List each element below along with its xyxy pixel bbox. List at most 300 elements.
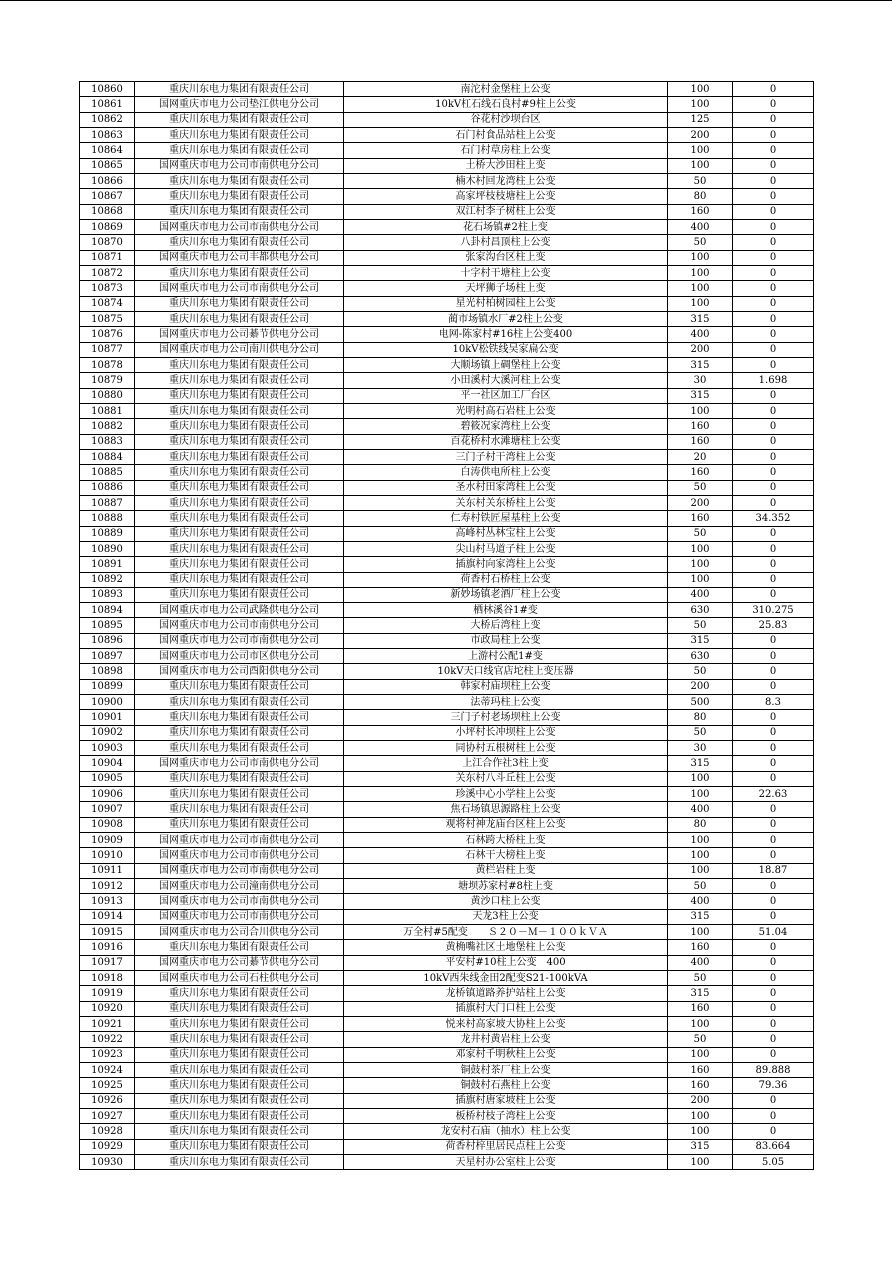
transformer-name-cell: 同协村五根树柱上公变 — [344, 741, 668, 756]
capacity-cell: 100 — [668, 158, 733, 173]
value-cell: 8.3 — [733, 695, 814, 710]
value-cell: 0 — [733, 971, 814, 986]
transformer-name-cell: 10kV西朱线金田2配变S21-100kVA — [344, 971, 668, 986]
company-cell: 重庆川东电力集团有限责任公司 — [135, 296, 344, 311]
table-row — [80, 112, 814, 127]
value-cell: 0 — [733, 1017, 814, 1032]
row-id-cell: 10927 — [80, 1108, 135, 1123]
row-id-cell: 10930 — [80, 1154, 135, 1169]
company-cell: 重庆川东电力集团有限责任公司 — [135, 127, 344, 142]
row-id-cell: 10917 — [80, 955, 135, 970]
capacity-cell: 100 — [668, 1124, 733, 1139]
table-row — [80, 265, 814, 280]
table-row — [80, 127, 814, 142]
capacity-cell: 160 — [668, 419, 733, 434]
transformer-name-cell: 高家坪枝枝塘柱上公变 — [344, 189, 668, 204]
value-cell: 0 — [733, 127, 814, 142]
row-id-cell: 10926 — [80, 1093, 135, 1108]
table-row — [80, 97, 814, 112]
row-id-cell: 10895 — [80, 618, 135, 633]
value-cell: 0 — [733, 189, 814, 204]
transformer-name-cell: 荷香村石桥柱上公变 — [344, 572, 668, 587]
value-cell: 0 — [733, 679, 814, 694]
company-cell: 重庆川东电力集团有限责任公司 — [135, 449, 344, 464]
capacity-cell: 160 — [668, 1001, 733, 1016]
value-cell: 0 — [733, 833, 814, 848]
value-cell: 0 — [733, 495, 814, 510]
value-cell: 0 — [733, 311, 814, 326]
transformer-name-cell: 上江合作社3柱上变 — [344, 756, 668, 771]
company-cell: 重庆川东电力集团有限责任公司 — [135, 434, 344, 449]
transformer-name-cell: 龙桥镇道路养护站柱上公变 — [344, 986, 668, 1001]
company-cell: 重庆川东电力集团有限责任公司 — [135, 771, 344, 786]
value-cell: 0 — [733, 541, 814, 556]
company-cell: 国网重庆市电力公司市南供电分公司 — [135, 848, 344, 863]
value-cell: 0 — [733, 465, 814, 480]
table-row — [80, 495, 814, 510]
row-id-cell: 10864 — [80, 143, 135, 158]
value-cell: 0 — [733, 219, 814, 234]
transformer-name-cell: 黄桷嘴社区土地堡柱上公变 — [344, 940, 668, 955]
company-cell: 国网重庆市电力公司市南供电分公司 — [135, 158, 344, 173]
row-id-cell: 10860 — [80, 82, 135, 97]
value-cell: 0 — [733, 1124, 814, 1139]
row-id-cell: 10898 — [80, 664, 135, 679]
capacity-cell: 400 — [668, 587, 733, 602]
table-row — [80, 403, 814, 418]
row-id-cell: 10902 — [80, 725, 135, 740]
value-cell: 0 — [733, 526, 814, 541]
value-cell: 0 — [733, 909, 814, 924]
table-row — [80, 909, 814, 924]
row-id-cell: 10910 — [80, 848, 135, 863]
row-id-cell: 10879 — [80, 373, 135, 388]
row-id-cell: 10899 — [80, 679, 135, 694]
row-id-cell: 10861 — [80, 97, 135, 112]
transformer-name-cell: 插旗村大门口柱上公变 — [344, 1001, 668, 1016]
capacity-cell: 200 — [668, 679, 733, 694]
value-cell: 0 — [733, 1001, 814, 1016]
row-id-cell: 10885 — [80, 465, 135, 480]
transformer-name-cell: 楠木村回龙湾柱上公变 — [344, 173, 668, 188]
capacity-cell: 500 — [668, 695, 733, 710]
value-cell: 0 — [733, 112, 814, 127]
page-top-rule — [0, 0, 892, 1]
row-id-cell: 10867 — [80, 189, 135, 204]
table-row — [80, 925, 814, 940]
table-row — [80, 725, 814, 740]
row-id-cell: 10875 — [80, 311, 135, 326]
company-cell: 重庆川东电力集团有限责任公司 — [135, 710, 344, 725]
capacity-cell: 100 — [668, 1108, 733, 1123]
row-id-cell: 10909 — [80, 833, 135, 848]
table-row — [80, 710, 814, 725]
capacity-cell: 315 — [668, 909, 733, 924]
value-cell: 0 — [733, 664, 814, 679]
value-cell: 0 — [733, 449, 814, 464]
transformer-name-cell: 市政局柱上公变 — [344, 633, 668, 648]
capacity-cell: 50 — [668, 664, 733, 679]
company-cell: 重庆川东电力集团有限责任公司 — [135, 357, 344, 372]
capacity-cell: 400 — [668, 327, 733, 342]
table-row — [80, 219, 814, 234]
table-row — [80, 940, 814, 955]
value-cell: 0 — [733, 756, 814, 771]
value-cell: 0 — [733, 82, 814, 97]
value-cell: 0 — [733, 649, 814, 664]
company-cell: 重庆川东电力集团有限责任公司 — [135, 557, 344, 572]
table-row — [80, 695, 814, 710]
capacity-cell: 100 — [668, 787, 733, 802]
row-id-cell: 10922 — [80, 1032, 135, 1047]
transformer-name-cell: 观将村神龙庙台区柱上公变 — [344, 817, 668, 832]
table-row — [80, 986, 814, 1001]
value-cell: 0 — [733, 97, 814, 112]
value-cell: 0 — [733, 587, 814, 602]
value-cell: 83.664 — [733, 1139, 814, 1154]
value-cell: 0 — [733, 817, 814, 832]
table-row — [80, 955, 814, 970]
transformer-name-cell: 荷香村梓里居民点柱上公变 — [344, 1139, 668, 1154]
capacity-cell: 315 — [668, 986, 733, 1001]
capacity-cell: 80 — [668, 189, 733, 204]
value-cell: 0 — [733, 557, 814, 572]
transformer-name-cell: 插旗村向家湾柱上公变 — [344, 557, 668, 572]
company-cell: 国网重庆市电力公司市南供电分公司 — [135, 894, 344, 909]
table-row — [80, 557, 814, 572]
transformer-name-cell: 石门村草房柱上公变 — [344, 143, 668, 158]
table-row — [80, 1017, 814, 1032]
table-row — [80, 633, 814, 648]
transformer-name-cell: 塘坝苏家村#8柱上变 — [344, 879, 668, 894]
company-cell: 重庆川东电力集团有限责任公司 — [135, 465, 344, 480]
transformer-table — [79, 81, 814, 1170]
table-row — [80, 1032, 814, 1047]
row-id-cell: 10863 — [80, 127, 135, 142]
capacity-cell: 100 — [668, 572, 733, 587]
company-cell: 重庆川东电力集团有限责任公司 — [135, 572, 344, 587]
row-id-cell: 10894 — [80, 603, 135, 618]
row-id-cell: 10874 — [80, 296, 135, 311]
transformer-name-cell: 板桥村枝子湾柱上公变 — [344, 1108, 668, 1123]
transformer-name-cell: 平一社区加工厂台区 — [344, 388, 668, 403]
capacity-cell: 160 — [668, 1063, 733, 1078]
table-row — [80, 664, 814, 679]
value-cell: 0 — [733, 1032, 814, 1047]
table-row — [80, 1124, 814, 1139]
company-cell: 国网重庆市电力公司綦节供电分公司 — [135, 955, 344, 970]
table-row — [80, 1001, 814, 1016]
company-cell: 重庆川东电力集团有限责任公司 — [135, 1063, 344, 1078]
capacity-cell: 100 — [668, 296, 733, 311]
company-cell: 国网重庆市电力公司武隆供电分公司 — [135, 603, 344, 618]
company-cell: 国网重庆市电力公司合川供电分公司 — [135, 925, 344, 940]
capacity-cell: 80 — [668, 710, 733, 725]
company-cell: 重庆川东电力集团有限责任公司 — [135, 1047, 344, 1062]
row-id-cell: 10871 — [80, 250, 135, 265]
company-cell: 重庆川东电力集团有限责任公司 — [135, 787, 344, 802]
table-row — [80, 603, 814, 618]
value-cell: 18.87 — [733, 863, 814, 878]
capacity-cell: 100 — [668, 925, 733, 940]
capacity-cell: 315 — [668, 1139, 733, 1154]
capacity-cell: 30 — [668, 373, 733, 388]
capacity-cell: 200 — [668, 1093, 733, 1108]
row-id-cell: 10928 — [80, 1124, 135, 1139]
transformer-name-cell: 平安村#10柱上公变 400 — [344, 955, 668, 970]
value-cell: 0 — [733, 388, 814, 403]
capacity-cell: 315 — [668, 756, 733, 771]
capacity-cell: 100 — [668, 143, 733, 158]
capacity-cell: 50 — [668, 971, 733, 986]
company-cell: 重庆川东电力集团有限责任公司 — [135, 1154, 344, 1169]
row-id-cell: 10900 — [80, 695, 135, 710]
company-cell: 重庆川东电力集团有限责任公司 — [135, 587, 344, 602]
capacity-cell: 50 — [668, 526, 733, 541]
row-id-cell: 10883 — [80, 434, 135, 449]
value-cell: 0 — [733, 771, 814, 786]
capacity-cell: 160 — [668, 204, 733, 219]
transformer-name-cell: 大顺场镇上碉堡柱上公变 — [344, 357, 668, 372]
value-cell: 0 — [733, 265, 814, 280]
value-cell: 0 — [733, 986, 814, 1001]
transformer-name-cell: 白涛供电所柱上公变 — [344, 465, 668, 480]
capacity-cell: 100 — [668, 771, 733, 786]
row-id-cell: 10919 — [80, 986, 135, 1001]
table-row — [80, 971, 814, 986]
transformer-name-cell: 三门子村干湾柱上公变 — [344, 449, 668, 464]
company-cell: 重庆川东电力集团有限责任公司 — [135, 1093, 344, 1108]
company-cell: 国网重庆市电力公司南川供电分公司 — [135, 342, 344, 357]
table-row — [80, 741, 814, 756]
row-id-cell: 10882 — [80, 419, 135, 434]
transformer-name-cell: 双江村李子树柱上公变 — [344, 204, 668, 219]
row-id-cell: 10887 — [80, 495, 135, 510]
capacity-cell: 400 — [668, 955, 733, 970]
transformer-name-cell: 黄栏岩柱上变 — [344, 863, 668, 878]
transformer-name-cell: 天星村办公室柱上公变 — [344, 1154, 668, 1169]
row-id-cell: 10923 — [80, 1047, 135, 1062]
table-row — [80, 480, 814, 495]
table-row — [80, 250, 814, 265]
value-cell: 0 — [733, 327, 814, 342]
transformer-name-cell: 土桥大沙田柱上变 — [344, 158, 668, 173]
transformer-name-cell: 光明村高石岩柱上公变 — [344, 403, 668, 418]
capacity-cell: 315 — [668, 311, 733, 326]
table-row — [80, 173, 814, 188]
transformer-name-cell: 高峰村丛林宝柱上公变 — [344, 526, 668, 541]
table-row — [80, 449, 814, 464]
table-row — [80, 311, 814, 326]
capacity-cell: 315 — [668, 357, 733, 372]
company-cell: 重庆川东电力集团有限责任公司 — [135, 480, 344, 495]
value-cell: 0 — [733, 143, 814, 158]
table-row — [80, 465, 814, 480]
capacity-cell: 100 — [668, 848, 733, 863]
capacity-cell: 50 — [668, 618, 733, 633]
capacity-cell: 315 — [668, 633, 733, 648]
table-row — [80, 879, 814, 894]
transformer-name-cell: 小田溪村大溪河柱上公变 — [344, 373, 668, 388]
row-id-cell: 10925 — [80, 1078, 135, 1093]
table-row — [80, 357, 814, 372]
transformer-name-cell: 新妙场镇老酒厂柱上公变 — [344, 587, 668, 602]
company-cell: 国网重庆市电力公司市南供电分公司 — [135, 833, 344, 848]
value-cell: 0 — [733, 802, 814, 817]
transformer-name-cell: 大桥后湾柱上变 — [344, 618, 668, 633]
table-row — [80, 572, 814, 587]
capacity-cell: 100 — [668, 557, 733, 572]
row-id-cell: 10924 — [80, 1063, 135, 1078]
row-id-cell: 10873 — [80, 281, 135, 296]
table-row — [80, 1093, 814, 1108]
transformer-name-cell: 石林干大榜柱上变 — [344, 848, 668, 863]
transformer-name-cell: 电网-陈家村#16柱上公变400 — [344, 327, 668, 342]
row-id-cell: 10913 — [80, 894, 135, 909]
table-row — [80, 787, 814, 802]
row-id-cell: 10896 — [80, 633, 135, 648]
capacity-cell: 100 — [668, 833, 733, 848]
company-cell: 国网重庆市电力公司酉阳供电分公司 — [135, 664, 344, 679]
transformer-name-cell: 星光村柏树园柱上公变 — [344, 296, 668, 311]
table-row — [80, 296, 814, 311]
value-cell: 25.83 — [733, 618, 814, 633]
value-cell: 0 — [733, 741, 814, 756]
company-cell: 重庆川东电力集团有限责任公司 — [135, 541, 344, 556]
company-cell: 重庆川东电力集团有限责任公司 — [135, 940, 344, 955]
table-row — [80, 526, 814, 541]
company-cell: 国网重庆市电力公司綦节供电分公司 — [135, 327, 344, 342]
row-id-cell: 10901 — [80, 710, 135, 725]
company-cell: 重庆川东电力集团有限责任公司 — [135, 403, 344, 418]
table-row — [80, 894, 814, 909]
row-id-cell: 10915 — [80, 925, 135, 940]
table-row — [80, 189, 814, 204]
table-row — [80, 863, 814, 878]
table-row — [80, 1078, 814, 1093]
capacity-cell: 100 — [668, 1017, 733, 1032]
capacity-cell: 160 — [668, 434, 733, 449]
company-cell: 重庆川东电力集团有限责任公司 — [135, 189, 344, 204]
table-row — [80, 848, 814, 863]
table-row — [80, 419, 814, 434]
transformer-name-cell: 八卦村昌顶柱上公变 — [344, 235, 668, 250]
value-cell: 0 — [733, 342, 814, 357]
row-id-cell: 10878 — [80, 357, 135, 372]
table-row — [80, 802, 814, 817]
row-id-cell: 10905 — [80, 771, 135, 786]
value-cell: 0 — [733, 940, 814, 955]
row-id-cell: 10868 — [80, 204, 135, 219]
capacity-cell: 50 — [668, 1032, 733, 1047]
value-cell: 0 — [733, 158, 814, 173]
company-cell: 重庆川东电力集团有限责任公司 — [135, 265, 344, 280]
value-cell: 0 — [733, 848, 814, 863]
value-cell: 0 — [733, 403, 814, 418]
capacity-cell: 30 — [668, 741, 733, 756]
row-id-cell: 10897 — [80, 649, 135, 664]
capacity-cell: 315 — [668, 388, 733, 403]
row-id-cell: 10891 — [80, 557, 135, 572]
value-cell: 0 — [733, 434, 814, 449]
transformer-name-cell: 龙井村黄岩柱上公变 — [344, 1032, 668, 1047]
row-id-cell: 10914 — [80, 909, 135, 924]
value-cell: 0 — [733, 894, 814, 909]
transformer-name-cell: 韩家村庙坝柱上公变 — [344, 679, 668, 694]
value-cell: 0 — [733, 1108, 814, 1123]
company-cell: 重庆川东电力集团有限责任公司 — [135, 695, 344, 710]
capacity-cell: 160 — [668, 1078, 733, 1093]
company-cell: 重庆川东电力集团有限责任公司 — [135, 1001, 344, 1016]
value-cell: 1.698 — [733, 373, 814, 388]
transformer-name-cell: 关东村关东桥柱上公变 — [344, 495, 668, 510]
transformer-name-cell: 栖林溪谷1#变 — [344, 603, 668, 618]
company-cell: 国网重庆市电力公司市南供电分公司 — [135, 618, 344, 633]
capacity-cell: 100 — [668, 281, 733, 296]
table-row — [80, 82, 814, 97]
company-cell: 国网重庆市电力公司市南供电分公司 — [135, 281, 344, 296]
transformer-name-cell: 焦石场镇思源路柱上公变 — [344, 802, 668, 817]
value-cell: 0 — [733, 204, 814, 219]
row-id-cell: 10886 — [80, 480, 135, 495]
company-cell: 重庆川东电力集团有限责任公司 — [135, 235, 344, 250]
value-cell: 5.05 — [733, 1154, 814, 1169]
value-cell: 22.63 — [733, 787, 814, 802]
value-cell: 89.888 — [733, 1063, 814, 1078]
value-cell: 0 — [733, 1093, 814, 1108]
row-id-cell: 10904 — [80, 756, 135, 771]
table-row — [80, 281, 814, 296]
company-cell: 重庆川东电力集团有限责任公司 — [135, 1108, 344, 1123]
transformer-name-cell: 10kV天口线官店坨柱上变压器 — [344, 664, 668, 679]
transformer-name-cell: 小坪村长冲坝柱上公变 — [344, 725, 668, 740]
company-cell: 重庆川东电力集团有限责任公司 — [135, 1032, 344, 1047]
table-row — [80, 771, 814, 786]
row-id-cell: 10929 — [80, 1139, 135, 1154]
transformer-name-cell: 石林跨大桥柱上变 — [344, 833, 668, 848]
transformer-name-cell: 铜鼓村茶厂柱上公变 — [344, 1063, 668, 1078]
table-body — [80, 82, 814, 1170]
company-cell: 国网重庆市电力公司市区供电分公司 — [135, 649, 344, 664]
row-id-cell: 10884 — [80, 449, 135, 464]
row-id-cell: 10880 — [80, 388, 135, 403]
company-cell: 重庆川东电力集团有限责任公司 — [135, 526, 344, 541]
capacity-cell: 200 — [668, 495, 733, 510]
value-cell: 0 — [733, 419, 814, 434]
company-cell: 重庆川东电力集团有限责任公司 — [135, 311, 344, 326]
row-id-cell: 10876 — [80, 327, 135, 342]
table-row — [80, 756, 814, 771]
value-cell: 0 — [733, 1047, 814, 1062]
company-cell: 国网重庆市电力公司丰都供电分公司 — [135, 250, 344, 265]
transformer-name-cell: 珍溪中心小学柱上公变 — [344, 787, 668, 802]
company-cell: 重庆川东电力集团有限责任公司 — [135, 173, 344, 188]
table-row — [80, 388, 814, 403]
company-cell: 重庆川东电力集团有限责任公司 — [135, 495, 344, 510]
company-cell: 重庆川东电力集团有限责任公司 — [135, 419, 344, 434]
transformer-name-cell: 尖山村马道子柱上公变 — [344, 541, 668, 556]
row-id-cell: 10870 — [80, 235, 135, 250]
row-id-cell: 10906 — [80, 787, 135, 802]
company-cell: 国网重庆市电力公司市南供电分公司 — [135, 633, 344, 648]
value-cell: 310.275 — [733, 603, 814, 618]
value-cell: 0 — [733, 173, 814, 188]
table-row — [80, 204, 814, 219]
table-row — [80, 1139, 814, 1154]
row-id-cell: 10908 — [80, 817, 135, 832]
table-row — [80, 618, 814, 633]
transformer-name-cell: 三门子村老场坝柱上公变 — [344, 710, 668, 725]
